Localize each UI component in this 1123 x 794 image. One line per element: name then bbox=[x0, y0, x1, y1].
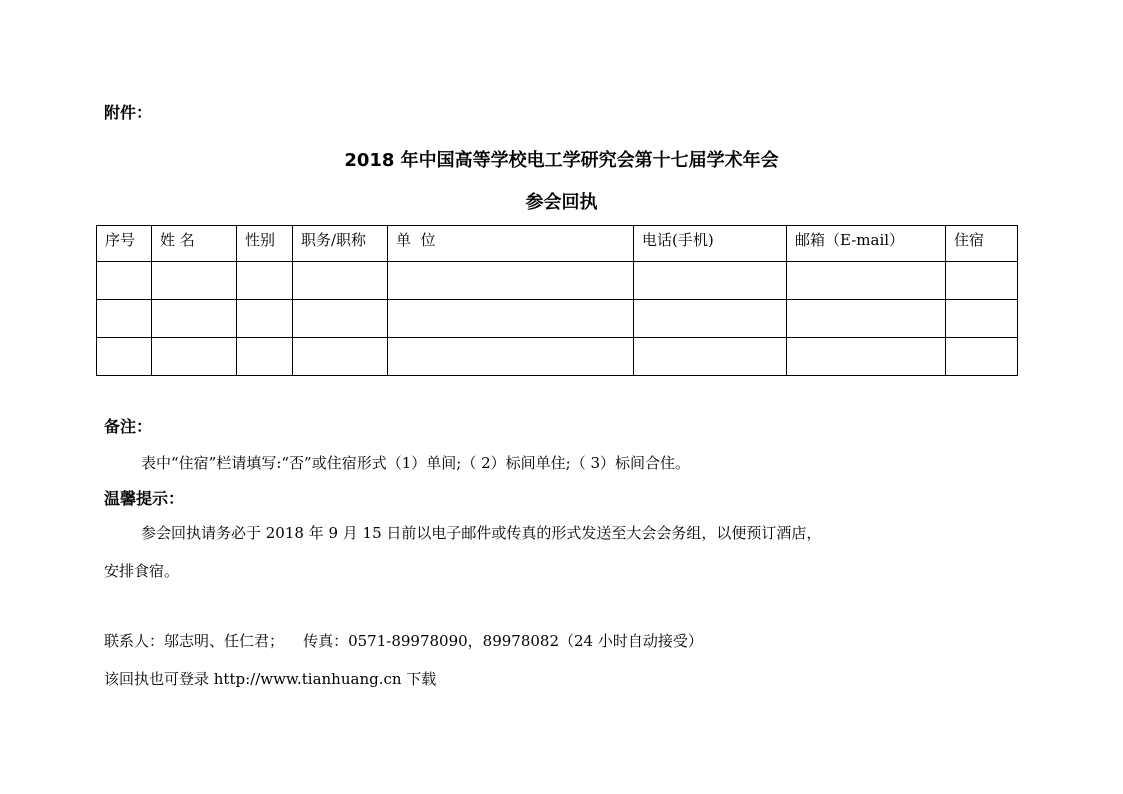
table-cell[interactable] bbox=[946, 262, 1018, 300]
table-cell[interactable] bbox=[634, 262, 787, 300]
col-header-lodging: 住宿 bbox=[946, 226, 1018, 262]
table-cell[interactable] bbox=[237, 338, 293, 376]
table-row bbox=[97, 262, 1018, 300]
col-header-email: 邮箱（E-mail） bbox=[787, 226, 946, 262]
table-cell[interactable] bbox=[237, 300, 293, 338]
table-cell[interactable] bbox=[152, 300, 237, 338]
registration-table bbox=[96, 225, 1018, 376]
table-cell[interactable] bbox=[293, 300, 388, 338]
table-cell[interactable] bbox=[388, 262, 634, 300]
attachment-label: 附件： bbox=[104, 103, 153, 122]
col-header-name: 姓 名 bbox=[152, 226, 237, 262]
notes-text: 表中“住宿”栏请填写:“否”或住宿形式（1）单间;（ 2）标间单住;（ 3）标间合住。 bbox=[141, 454, 691, 472]
table-cell[interactable] bbox=[946, 338, 1018, 376]
document-title: 2018 年中国高等学校电工学研究会第十七届学术年会 bbox=[344, 150, 779, 171]
table-cell[interactable] bbox=[787, 338, 946, 376]
col-header-number: 序号 bbox=[97, 226, 152, 262]
contact-info: 联系人：邬志明、任仁君； 传真：0571-89978090，89978082（24 小时自动接受） bbox=[104, 632, 703, 650]
table-cell[interactable] bbox=[97, 300, 152, 338]
table-row bbox=[97, 338, 1018, 376]
table-header-row bbox=[97, 226, 1018, 262]
col-header-organization: 单 位 bbox=[388, 226, 634, 262]
col-header-gender: 性别 bbox=[237, 226, 293, 262]
document-subtitle: 参会回执 bbox=[525, 192, 598, 213]
tips-heading: 温馨提示： bbox=[104, 489, 185, 508]
table-cell[interactable] bbox=[634, 300, 787, 338]
table-cell[interactable] bbox=[97, 262, 152, 300]
notes-heading: 备注： bbox=[104, 417, 153, 436]
table-cell[interactable] bbox=[946, 300, 1018, 338]
col-header-title: 职务/职称 bbox=[293, 226, 388, 262]
table-cell[interactable] bbox=[152, 338, 237, 376]
table-cell[interactable] bbox=[634, 338, 787, 376]
table-cell[interactable] bbox=[388, 338, 634, 376]
download-info: 该回执也可登录 http://www.tianhuang.cn 下载 bbox=[104, 670, 437, 688]
table-cell[interactable] bbox=[97, 338, 152, 376]
tips-text-line-2: 安排食宿。 bbox=[104, 562, 180, 580]
table-cell[interactable] bbox=[388, 300, 634, 338]
table-cell[interactable] bbox=[293, 262, 388, 300]
table-cell[interactable] bbox=[787, 262, 946, 300]
table-row bbox=[97, 300, 1018, 338]
table-cell[interactable] bbox=[152, 262, 237, 300]
table-cell[interactable] bbox=[293, 338, 388, 376]
table-cell[interactable] bbox=[787, 300, 946, 338]
table-cell[interactable] bbox=[237, 262, 293, 300]
tips-text-line-1: 参会回执请务必于 2018 年 9 月 15 日前以电子邮件或传真的形式发送至大会会务组，以便预订酒店， bbox=[141, 524, 822, 542]
col-header-phone: 电话(手机) bbox=[634, 226, 787, 262]
